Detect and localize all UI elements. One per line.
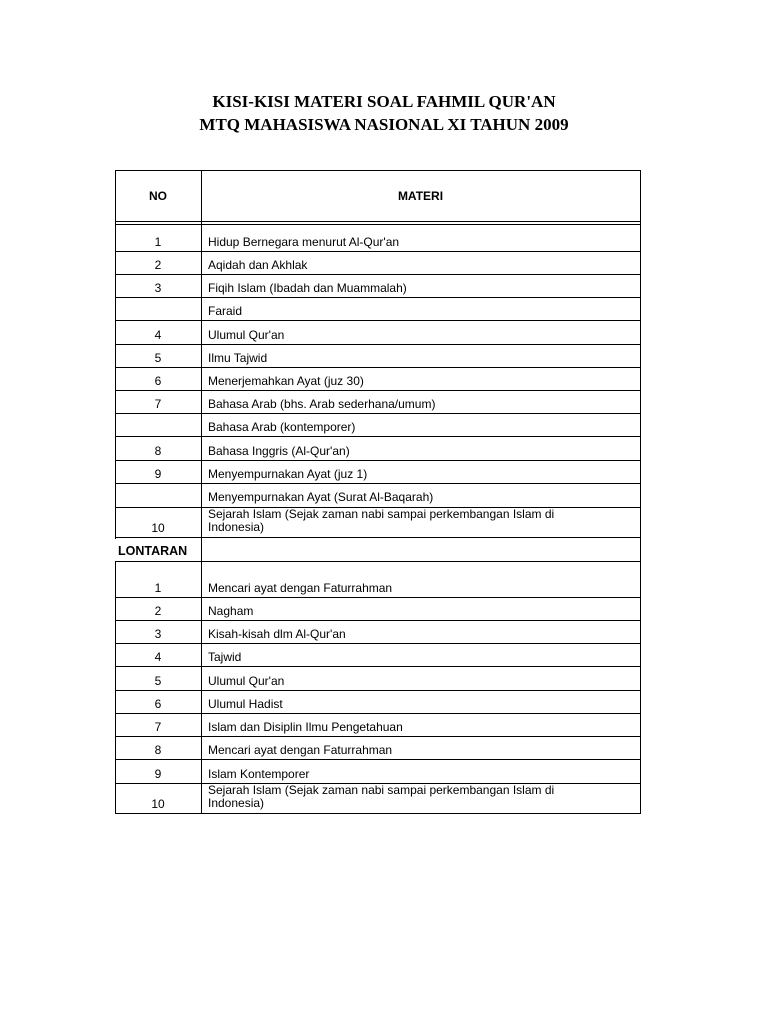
- document-title-line-1: KISI-KISI MATERI SOAL FAHMIL QUR'AN: [212, 92, 556, 111]
- column-header-no: NO: [149, 189, 167, 203]
- table-row-no: 3: [154, 627, 162, 641]
- table-row-materi: Faraid: [208, 304, 243, 318]
- table-row-materi: Fiqih Islam (Ibadah dan Muammalah): [208, 281, 407, 295]
- table-row-materi: Bahasa Arab (kontemporer): [208, 420, 356, 434]
- table-row-materi: Aqidah dan Akhlak: [208, 258, 308, 272]
- table-row-no: 4: [154, 650, 162, 664]
- table-row-no: 7: [154, 397, 162, 411]
- table-row-no: 3: [154, 281, 162, 295]
- table-row-no: 7: [154, 720, 162, 734]
- table-row-no: 9: [154, 767, 162, 781]
- table-row-no: 8: [154, 444, 162, 458]
- table-row-materi: Mencari ayat dengan Faturrahman: [208, 743, 393, 757]
- table-row-no: 5: [154, 351, 162, 365]
- section-label-lontaran: LONTARAN: [118, 544, 188, 558]
- table-row-materi: Sejarah Islam (Sejak zaman nabi sampai perkembangan Islam di Indonesia): [208, 507, 555, 534]
- table-row-materi: Menyempurnakan Ayat (juz 1): [208, 467, 368, 481]
- table-row-no: 10: [151, 797, 165, 811]
- document-title-line-2: MTQ MAHASISWA NASIONAL XI TAHUN 2009: [199, 115, 569, 134]
- table-row-no: 2: [154, 604, 162, 618]
- table-row-materi: Islam dan Disiplin Ilmu Pengetahuan: [208, 720, 403, 734]
- table-row-materi: Nagham: [208, 604, 254, 618]
- table-row-no: 6: [154, 697, 162, 711]
- table-row-materi: Sejarah Islam (Sejak zaman nabi sampai perkembangan Islam di Indonesia): [208, 783, 555, 810]
- table-row-materi: Ilmu Tajwid: [208, 351, 268, 365]
- table-row-no: 1: [154, 235, 162, 249]
- table-row-no: 4: [154, 328, 162, 342]
- table-row-materi: Kisah-kisah dlm Al-Qur'an: [208, 627, 346, 641]
- table-row-materi: Bahasa Inggris (Al-Qur'an): [208, 444, 350, 458]
- table-row-materi: Ulumul Qur'an: [208, 328, 285, 342]
- column-header-materi: MATERI: [397, 189, 444, 203]
- table-row-no: 1: [154, 581, 162, 595]
- table-row-no: 6: [154, 374, 162, 388]
- table-row-materi: Tajwid: [208, 650, 242, 664]
- table-row-materi: Ulumul Qur'an: [208, 674, 285, 688]
- table-row-materi: Menyempurnakan Ayat (Surat Al-Baqarah): [208, 490, 434, 504]
- table-row-materi: Hidup Bernegara menurut Al-Qur'an: [208, 235, 400, 249]
- table-row-materi: Islam Kontemporer: [208, 767, 310, 781]
- table-row-no: 9: [154, 467, 162, 481]
- table-row-no: 10: [151, 521, 165, 535]
- table-row-no: 2: [154, 258, 162, 272]
- table-row-materi: Bahasa Arab (bhs. Arab sederhana/umum): [208, 397, 436, 411]
- table-row-materi: Mencari ayat dengan Faturrahman: [208, 581, 393, 595]
- table-row-materi: Menerjemahkan Ayat (juz 30): [208, 374, 364, 388]
- table-row-materi: Ulumul Hadist: [208, 697, 283, 711]
- table-row-no: 5: [154, 674, 162, 688]
- table-row-no: 8: [154, 743, 162, 757]
